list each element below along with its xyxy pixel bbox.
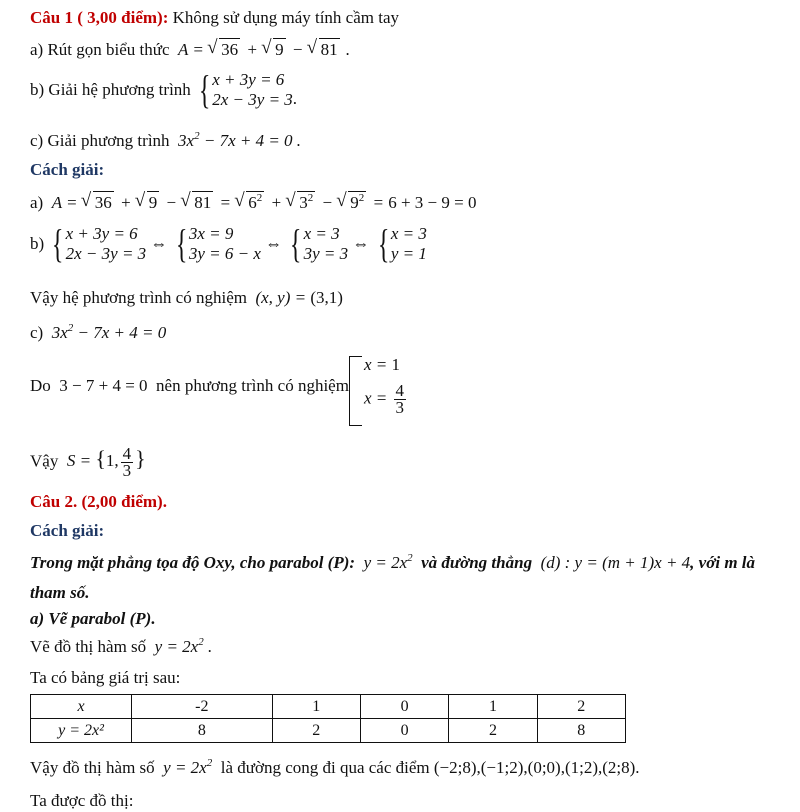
- solution-c-label: c): [30, 323, 44, 342]
- question-2-solution-header: Cách giải:: [30, 521, 105, 540]
- table-cell: 8: [537, 719, 625, 743]
- table-cell: 1: [449, 695, 537, 719]
- solution-c-reason: [30, 375, 349, 397]
- value-table: [30, 694, 626, 743]
- question-1c: [30, 130, 301, 152]
- table-intro: Ta có bảng giá trị sau:: [30, 668, 181, 687]
- solution-c-sum: 3 − 7 + 4 = 0: [55, 376, 152, 395]
- solution-c-bracket: [349, 356, 362, 426]
- question-1a: [30, 38, 350, 61]
- solution-c-set-expression: S = {1, $\frac{4}{3}$ }: [62, 444, 146, 480]
- solution-b-conclusion: [30, 287, 343, 309]
- question-2-problem-part-1: Trong mặt phẳng tọa độ Oxy, cho parabol (P):: [30, 553, 356, 572]
- solution-c-root-2: x = $\frac{4}{3}$: [364, 381, 405, 417]
- question-1a-expression: A = √ 36 + √ 9 − √ 81 .: [174, 40, 350, 59]
- graph-intro: Ta được đồ thị:: [30, 791, 134, 810]
- question-2-draw: [30, 636, 212, 658]
- equivalence-icon: ⇔: [150, 234, 168, 253]
- equivalence-icon: ⇔: [265, 234, 283, 253]
- solution-b-answer: (x, y) = (3,1): [251, 288, 343, 307]
- curve-text-2: là đường cong đi qua các điểm: [220, 758, 430, 777]
- function-expression: $y = 2x^2$ .: [150, 636, 213, 656]
- table-cell: 1: [272, 695, 360, 719]
- solution-a: [30, 191, 476, 214]
- curve-function: $y = 2x^2$: [158, 757, 213, 777]
- table-row: [31, 695, 626, 719]
- solution-c-do: Do: [30, 376, 51, 395]
- question-1-intro: Không sử dụng máy tính cầm tay: [172, 8, 400, 27]
- question-2-problem-part-2: và đường thẳng: [421, 553, 533, 572]
- solution-a-label: a): [30, 193, 44, 212]
- question-2-problem-part-3: , với m là: [690, 553, 756, 572]
- table-cell: 2: [272, 719, 360, 743]
- question-2-part-a: a) Vẽ parabol (P).: [30, 609, 156, 628]
- question-2-title: Câu 2. (2,00 điểm).: [30, 492, 167, 511]
- table-cell: 8: [132, 719, 273, 743]
- solution-header: Cách giải:: [30, 160, 105, 179]
- solution-c-root-1: x = 1: [364, 355, 401, 374]
- table-cell: 2: [537, 695, 625, 719]
- solution-c-reason-text: nên phương trình có nghiệm: [156, 376, 349, 395]
- parabol-equation: $y = 2x^2$: [359, 552, 413, 572]
- question-2-problem: [30, 552, 755, 574]
- curve-text-1: Vậy đồ thị hàm số: [30, 758, 155, 777]
- line-equation: (d) : y = (m + 1)x + 4: [536, 553, 691, 572]
- question-1a-label: a) Rút gọn biểu thức: [30, 40, 170, 59]
- question-1c-equation: $3x^2 - 7x + 4 = 0$ .: [173, 130, 302, 150]
- solution-c-vay: Vậy: [30, 451, 59, 471]
- question-1b-system: { x + 3y = 6 2x − 3y = 3: [198, 67, 293, 112]
- table-cell: 2: [449, 719, 537, 743]
- table-cell: -2: [132, 695, 273, 719]
- equivalence-icon: ⇔: [352, 234, 370, 253]
- table-header-y: y = 2x²: [31, 719, 132, 743]
- question-1-header: [30, 7, 399, 29]
- solution-c-set: [30, 446, 146, 479]
- question-1b: b) Giải hệ phương trình { x + 3y = 6 2x − 3y = 3 .: [30, 67, 298, 112]
- solution-a-expression: A = √ 36 + √ 9 − √ 81 = √ $6^2$ + √ $3^2$ − √ $9^2 = 6 + 3 - 9 = 0$: [47, 193, 476, 212]
- question-1b-label: b) Giải hệ phương trình: [30, 80, 191, 99]
- question-2-problem-part-4: tham số.: [30, 583, 90, 602]
- solution-c-equation: $3x^2 - 7x + 4 = 0$: [47, 322, 167, 342]
- question-1-title: Câu 1 ( 3,00 điểm):: [30, 8, 169, 27]
- solution-b: b) { x + 3y = 6 2x − 3y = 3 ⇔ { 3x = 9 3y = 6 − x ⇔ { x = 3 3y = 3 ⇔ { x = 3 y = 1: [30, 221, 427, 266]
- question-1c-label: c) Giải phương trình: [30, 131, 170, 150]
- curve-points: (−2;8),(−1;2),(0;0),(1;2),(2;8).: [433, 758, 640, 777]
- table-header-x: x: [31, 695, 132, 719]
- table-cell: 0: [360, 695, 448, 719]
- solution-b-label: b): [30, 234, 45, 253]
- curve-description: [30, 757, 640, 779]
- table-row: [31, 719, 626, 743]
- question-2-draw-text: Vẽ đồ thị hàm số: [30, 637, 147, 656]
- solution-c: [30, 322, 166, 344]
- table-cell: 0: [360, 719, 448, 743]
- solution-b-conclusion-text: Vậy hệ phương trình có nghiệm: [30, 288, 247, 307]
